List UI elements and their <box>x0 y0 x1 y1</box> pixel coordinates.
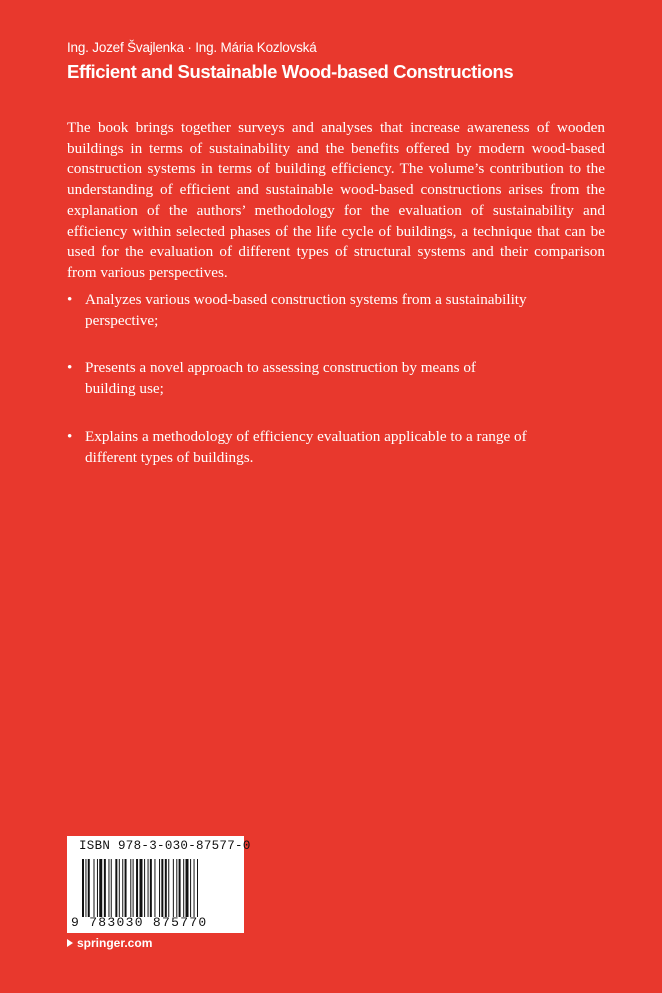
springer-link-label: springer.com <box>77 936 153 950</box>
barcode-digits: 9 783030 875770 <box>71 915 208 930</box>
triangle-right-icon <box>67 939 73 947</box>
highlights-list <box>67 290 527 468</box>
highlight-item: • Presents a novel approach to assessing construction by means of building use; <box>67 358 527 399</box>
highlight-item: • Analyzes various wood-based construction systems from a sustainability perspective; <box>67 290 527 331</box>
authors: Ing. Jozef Švajlenka · Ing. Mária Kozlovská <box>67 40 317 55</box>
book-description: The book brings together surveys and analyses that increase awareness of wooden buildings in terms of sustainability and the benefits offered by modern wood-based construction systems in terms of building efficiency. The volume’s contribution to the understanding of efficient and sustainable wood-based constructions arises from the explanation of the authors’ methodology for the evaluation of sustainability and efficiency within selected phases of the life cycle of buildings, a technique that can be used for the evaluation of different types of structural systems and their comparison from various perspectives. <box>67 119 605 281</box>
springer-link[interactable] <box>67 936 152 950</box>
isbn-label: ISBN 978-3-030-87577-0 <box>79 839 251 853</box>
isbn-barcode <box>67 836 251 933</box>
barcode-icon <box>82 859 232 917</box>
book-title: Efficient and Sustainable Wood-based Constructions <box>67 61 514 82</box>
highlight-item: • Explains a methodology of efficiency evaluation applicable to a range of different types of buildings. <box>67 427 527 468</box>
